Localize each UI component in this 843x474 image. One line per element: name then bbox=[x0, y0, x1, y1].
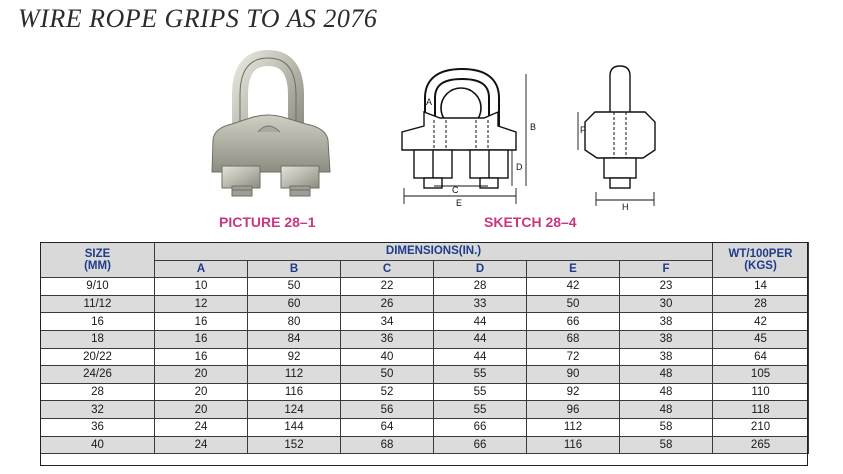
table-cell: 50 bbox=[527, 295, 620, 313]
table-cell: 10 bbox=[155, 278, 248, 296]
table-cell: 116 bbox=[527, 436, 620, 454]
table-row bbox=[41, 313, 809, 331]
size-header-line1: SIZE bbox=[84, 248, 111, 261]
table-cell: 14 bbox=[713, 278, 809, 296]
table-cell: 16 bbox=[41, 313, 155, 331]
dim-label-b: B bbox=[530, 122, 537, 132]
table-cell: 28 bbox=[41, 383, 155, 401]
column-header-c: C bbox=[341, 260, 434, 278]
table-cell: 92 bbox=[248, 348, 341, 366]
table-cell: 38 bbox=[620, 348, 713, 366]
table-cell: 44 bbox=[434, 330, 527, 348]
weight-header-line2: (KGS) bbox=[744, 260, 777, 273]
table-cell: 66 bbox=[434, 436, 527, 454]
sketch-caption: SKETCH 28–4 bbox=[484, 214, 577, 230]
table-cell: 50 bbox=[248, 278, 341, 296]
table-row bbox=[41, 366, 809, 384]
column-header-row bbox=[41, 260, 809, 278]
table-cell: 52 bbox=[341, 383, 434, 401]
table-cell: 50 bbox=[341, 366, 434, 384]
column-header-f: F bbox=[620, 260, 713, 278]
table-cell: 84 bbox=[248, 330, 341, 348]
table-cell: 24 bbox=[155, 418, 248, 436]
weight-header bbox=[713, 243, 809, 278]
table-cell: 152 bbox=[248, 436, 341, 454]
table-cell: 38 bbox=[620, 330, 713, 348]
table-cell: 58 bbox=[620, 436, 713, 454]
dim-label-a: A bbox=[426, 97, 433, 107]
column-header-a: A bbox=[155, 260, 248, 278]
table-cell: 66 bbox=[434, 418, 527, 436]
dimensions-header: DIMENSIONS(IN.) bbox=[155, 243, 713, 261]
table-cell: 90 bbox=[527, 366, 620, 384]
table-cell: 96 bbox=[527, 401, 620, 419]
table-cell: 36 bbox=[41, 418, 155, 436]
table-cell: 20 bbox=[155, 383, 248, 401]
weight-header-line1: WT/100PER bbox=[728, 248, 793, 261]
table-cell: 265 bbox=[713, 436, 809, 454]
table-cell: 68 bbox=[341, 436, 434, 454]
table-cell: 55 bbox=[434, 401, 527, 419]
table-cell: 36 bbox=[341, 330, 434, 348]
table-cell: 118 bbox=[713, 401, 809, 419]
table-row bbox=[41, 278, 809, 296]
dim-label-f: F bbox=[580, 125, 586, 135]
table-cell: 24/26 bbox=[41, 366, 155, 384]
table-cell: 38 bbox=[620, 313, 713, 331]
picture-caption: PICTURE 28–1 bbox=[219, 214, 316, 230]
size-header-line2: (MM) bbox=[84, 260, 111, 273]
table-cell: 9/10 bbox=[41, 278, 155, 296]
table-cell: 116 bbox=[248, 383, 341, 401]
table-cell: 48 bbox=[620, 383, 713, 401]
table-cell: 42 bbox=[527, 278, 620, 296]
page-title: WIRE ROPE GRIPS TO AS 2076 bbox=[18, 4, 378, 33]
table-cell: 26 bbox=[341, 295, 434, 313]
table-cell: 55 bbox=[434, 383, 527, 401]
table-cell: 40 bbox=[41, 436, 155, 454]
table-row bbox=[41, 418, 809, 436]
table-cell: 20/22 bbox=[41, 348, 155, 366]
table-cell: 144 bbox=[248, 418, 341, 436]
table-row bbox=[41, 436, 809, 454]
dimensions-table bbox=[40, 242, 809, 454]
table-row bbox=[41, 348, 809, 366]
column-header-d: D bbox=[434, 260, 527, 278]
table-cell: 55 bbox=[434, 366, 527, 384]
dim-label-h: H bbox=[622, 202, 629, 212]
column-header-e: E bbox=[527, 260, 620, 278]
table-cell: 20 bbox=[155, 401, 248, 419]
table-cell: 20 bbox=[155, 366, 248, 384]
table-cell: 48 bbox=[620, 401, 713, 419]
table-cell: 60 bbox=[248, 295, 341, 313]
column-header-b: B bbox=[248, 260, 341, 278]
table-cell: 72 bbox=[527, 348, 620, 366]
table-cell: 210 bbox=[713, 418, 809, 436]
table-cell: 112 bbox=[527, 418, 620, 436]
table-cell: 124 bbox=[248, 401, 341, 419]
table-cell: 40 bbox=[341, 348, 434, 366]
table-cell: 28 bbox=[713, 295, 809, 313]
table-row bbox=[41, 330, 809, 348]
table-cell: 12 bbox=[155, 295, 248, 313]
table-body bbox=[41, 278, 809, 454]
table-row bbox=[41, 295, 809, 313]
table-cell: 44 bbox=[434, 348, 527, 366]
table-cell: 58 bbox=[620, 418, 713, 436]
table-cell: 92 bbox=[527, 383, 620, 401]
table-cell: 110 bbox=[713, 383, 809, 401]
table-cell: 33 bbox=[434, 295, 527, 313]
table-cell: 105 bbox=[713, 366, 809, 384]
dim-label-d: D bbox=[516, 162, 523, 172]
table-cell: 34 bbox=[341, 313, 434, 331]
table-cell: 22 bbox=[341, 278, 434, 296]
table-cell: 11/12 bbox=[41, 295, 155, 313]
table-cell: 80 bbox=[248, 313, 341, 331]
table-cell: 32 bbox=[41, 401, 155, 419]
table-cell: 68 bbox=[527, 330, 620, 348]
table-cell: 64 bbox=[713, 348, 809, 366]
table-cell: 18 bbox=[41, 330, 155, 348]
table-cell: 16 bbox=[155, 313, 248, 331]
table-cell: 56 bbox=[341, 401, 434, 419]
table-cell: 42 bbox=[713, 313, 809, 331]
table-cell: 16 bbox=[155, 330, 248, 348]
table-cell: 23 bbox=[620, 278, 713, 296]
table-cell: 64 bbox=[341, 418, 434, 436]
table-cell: 24 bbox=[155, 436, 248, 454]
table-cell: 28 bbox=[434, 278, 527, 296]
table-cell: 48 bbox=[620, 366, 713, 384]
size-header bbox=[41, 243, 155, 278]
table-row bbox=[41, 383, 809, 401]
table-row bbox=[41, 401, 809, 419]
dim-label-c: C bbox=[452, 185, 459, 195]
dim-label-e: E bbox=[456, 198, 463, 208]
table-cell: 66 bbox=[527, 313, 620, 331]
table-cell: 112 bbox=[248, 366, 341, 384]
table-cell: 30 bbox=[620, 295, 713, 313]
table-cell: 16 bbox=[155, 348, 248, 366]
table-cell: 45 bbox=[713, 330, 809, 348]
table-cell: 44 bbox=[434, 313, 527, 331]
